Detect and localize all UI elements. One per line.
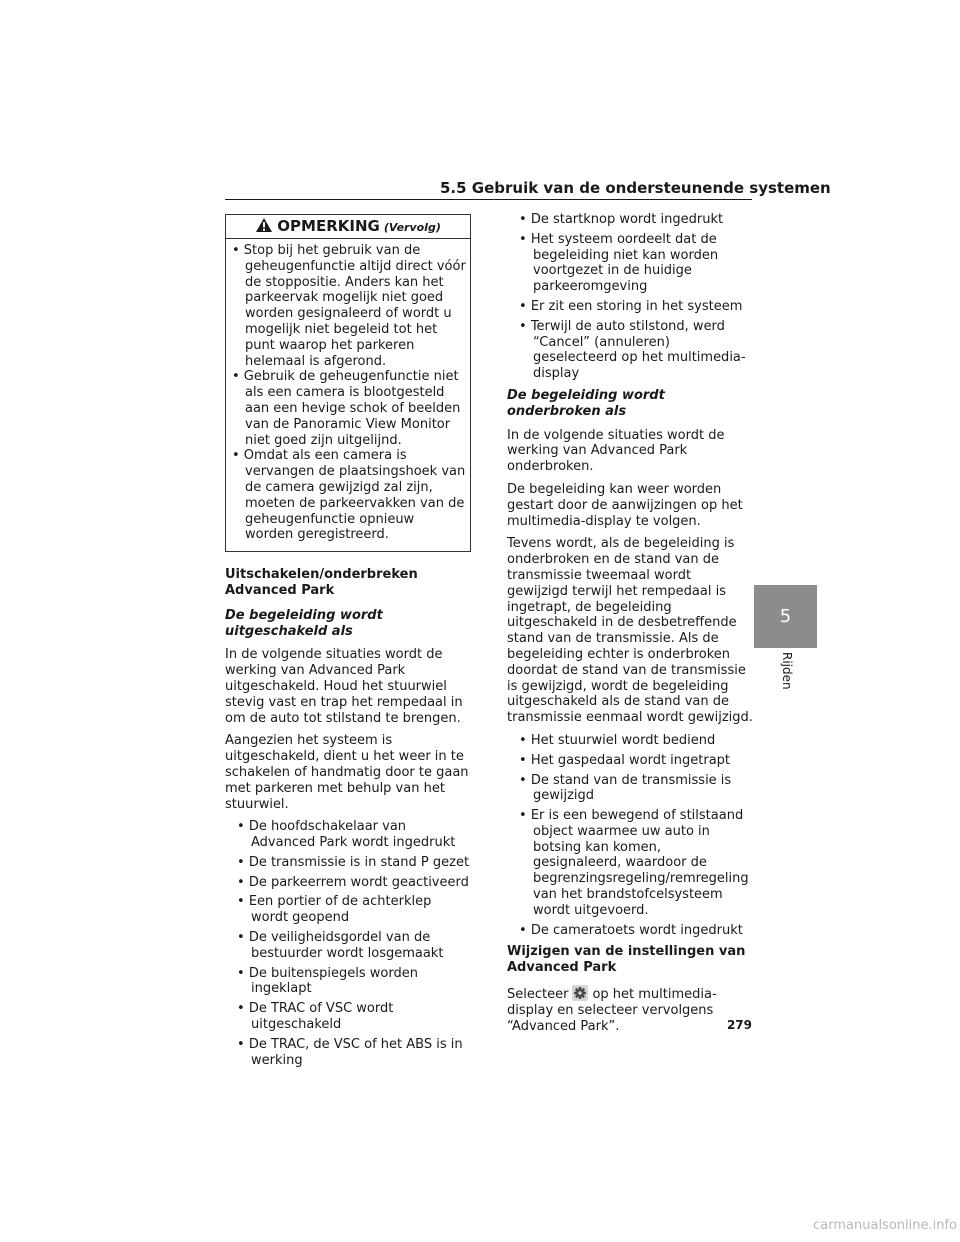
list-item: • Het gaspedaal wordt ingetrapt: [507, 753, 753, 769]
section-heading: Wijzigen van de instellingen van Advanced Park: [507, 944, 746, 976]
header-rule: [225, 199, 752, 200]
list-item: • Een portier of de achterklep wordt geopend: [225, 894, 471, 926]
list-item: • De TRAC of VSC wordt uitgeschakeld: [225, 1001, 471, 1033]
paragraph: Aangezien het systeem is uitgeschakeld, dient u het weer in te schakelen of handmatig door te gaan met parkeren met behulp van het stuurwiel.: [225, 733, 469, 812]
watermark: carmanualsonline.info: [813, 1218, 957, 1233]
right-column: [507, 212, 753, 1041]
paragraph: In de volgende situaties wordt de werking van Advanced Park onderbroken.: [507, 427, 725, 475]
subsection-heading: De begeleiding wordt uitgeschakeld als: [225, 607, 383, 639]
subsection-heading: De begeleiding wordt onderbroken als: [507, 387, 665, 419]
list-item: • Het systeem oordeelt dat de begeleiding niet kan worden voortgezet in de huidige parkeeromgeving: [507, 232, 753, 295]
notice-item: • Omdat als een camera is vervangen de plaatsingshoek van de camera gewijzigd zal zijn, moeten de parkeervakken van de geheugenfunctie opnieuw worden geregistreerd.: [232, 448, 466, 543]
left-column: [225, 214, 471, 1074]
list-item: • De parkeerrem wordt geactiveerd: [225, 875, 471, 891]
list-item: • De stand van de transmissie is gewijzigd: [507, 773, 753, 805]
list-item: • De veiligheidsgordel van de bestuurder wordt losgemaakt: [225, 930, 471, 962]
text-segment: op het multimedia-display en selecteer vervolgens “Advanced Park”.: [507, 987, 717, 1034]
notice-label: OPMERKING: [277, 217, 380, 235]
page-number: 279: [726, 1018, 752, 1032]
bullet-list: [225, 819, 471, 1068]
list-item: • De cameratoets wordt ingedrukt: [507, 923, 753, 939]
text-segment: Selecteer: [507, 987, 569, 1003]
paragraph: Tevens wordt, als de begeleiding is onderbroken en de stand van de transmissie tweemaal wordt gewijzigd terwijl het rempedaal is ingetrapt, de begeleiding uitgeschakeld in de desbetreffende stand van de transmissie. Als de begeleiding echter is onderbroken doordat de stand van de transmissie is gewijzigd, wordt de begeleiding uitgeschakeld als de stand van de transmissie eenmaal wordt gewijzigd.: [507, 536, 753, 726]
warning-icon: [255, 217, 273, 233]
notice-item: • Stop bij het gebruik van de geheugenfunctie altijd direct vóór de stoppositie. Anders kan het parkeervak mogelijk niet goed worden gesignaleerd of wordt u mogelijk niet begeleid tot het punt waarop het parkeren helemaal is afgerond.: [232, 243, 466, 369]
notice-body: [226, 239, 470, 551]
notice-item: • Gebruik de geheugenfunctie niet als een camera is blootgesteld aan een hevige schok of beelden van de Panoramic View Monitor niet goed zijn uitgelijnd.: [232, 369, 461, 448]
list-item: • De transmissie is in stand P gezet: [225, 855, 471, 871]
list-item: • De buitenspiegels worden ingeklapt: [225, 966, 471, 998]
paragraph: De begeleiding kan weer worden gestart door de aanwijzingen op het multimedia-display te volgen.: [507, 481, 743, 529]
list-item: • Terwijl de auto stilstond, werd “Cancel” (annuleren) geselecteerd op het multimedia-display: [507, 319, 753, 382]
section-heading: Uitschakelen/onderbreken Advanced Park: [225, 567, 418, 598]
notice-continued: (Vervolg): [383, 221, 441, 234]
list-item: • Er zit een storing in het systeem: [507, 299, 753, 315]
chapter-label: Rijden: [780, 652, 794, 690]
list-item: • De TRAC, de VSC of het ABS is in werking: [225, 1037, 471, 1069]
bullet-list: [507, 733, 753, 939]
section-title: 5.5 Gebruik van de ondersteunende systemen: [440, 179, 831, 197]
list-item: • De startknop wordt ingedrukt: [507, 212, 753, 228]
list-item: • De hoofdschakelaar van Advanced Park wordt ingedrukt: [225, 819, 471, 851]
notice-header: [226, 215, 470, 239]
chapter-tab: 5: [754, 585, 817, 648]
bullet-list: [507, 212, 753, 382]
settings-gear-icon: [572, 985, 588, 1001]
list-item: • Er is een bewegend of stilstaand object waarmee uw auto in botsing kan komen, gesignaleerd, waardoor de begrenzingsregeling/remregeling van het brandstofcelsysteem wordt uitgevoerd.: [507, 808, 753, 919]
paragraph: In de volgende situaties wordt de werking van Advanced Park uitgeschakeld. Houd het stuurwiel stevig vast en trap het rempedaal in om de auto tot stilstand te brengen.: [225, 647, 463, 726]
notice-box: [225, 214, 471, 552]
list-item: • Het stuurwiel wordt bediend: [507, 733, 753, 749]
